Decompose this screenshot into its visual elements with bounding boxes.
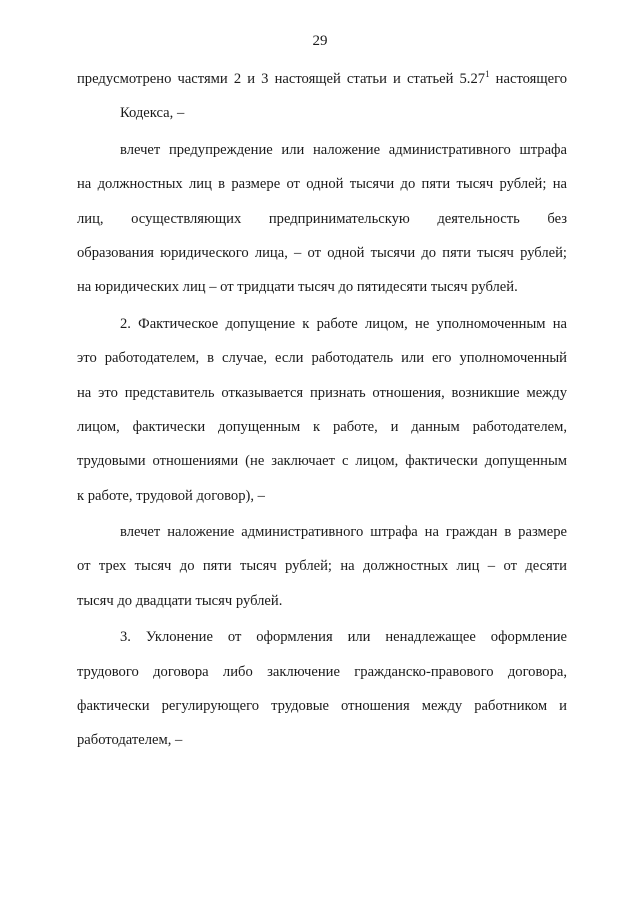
- text-line: образования юридического лица, – от одной тысячи до пяти тысяч рублей;: [77, 244, 567, 261]
- text-line: фактически регулирующего трудовые отношения между работником и: [77, 698, 567, 715]
- text-line: влечет предупреждение или наложение административного штрафа: [120, 141, 567, 158]
- text-line: трудового договора либо заключение гражданско-правового договора,: [77, 663, 567, 680]
- paragraph: [77, 133, 567, 305]
- text-line: работодателем, –: [77, 732, 183, 749]
- superscript: 1: [485, 69, 490, 79]
- text-line: это работодателем, в случае, если работодатель или его уполномоченный: [77, 350, 567, 367]
- text-line: на юридических лиц – от тридцати тысяч до пятидесяти тысяч рублей.: [77, 279, 518, 296]
- text-line: 2. Фактическое допущение к работе лицом, не уполномоченным на: [120, 315, 567, 332]
- text-line: на должностных лиц в размере от одной тысячи до пяти тысяч рублей; на: [77, 176, 567, 193]
- document-body: [77, 62, 567, 758]
- text-line: Кодекса, –: [120, 105, 185, 122]
- paragraph: [77, 515, 567, 618]
- text-line: лицом, фактически допущенным к работе, и данным работодателем,: [77, 418, 567, 435]
- text-line: от трех тысяч до пяти тысяч рублей; на должностных лиц – от десяти: [77, 558, 567, 575]
- text-line: влечет наложение административного штрафа на граждан в размере: [120, 524, 567, 541]
- text-line: тысяч до двадцати тысяч рублей.: [77, 592, 283, 609]
- paragraph: [77, 307, 567, 513]
- text-line: предусмотрено частями 2 и 3 настоящей статьи и статьей 5.27$^1$ настоящего: [77, 69, 567, 87]
- text-line: к работе, трудовой договор), –: [77, 487, 265, 504]
- text-line: 3. Уклонение от оформления или ненадлежащее оформление: [120, 629, 567, 646]
- paragraph: [77, 62, 567, 131]
- page-number: 29: [312, 33, 328, 49]
- text-line: трудовыми отношениями (не заключает с лицом, фактически допущенным: [77, 453, 567, 470]
- text-line: на это представитель отказывается признать отношения, возникшие между: [77, 384, 567, 401]
- text-line: лиц, осуществляющих предпринимательскую деятельность без: [77, 210, 567, 227]
- paragraph: [77, 620, 567, 758]
